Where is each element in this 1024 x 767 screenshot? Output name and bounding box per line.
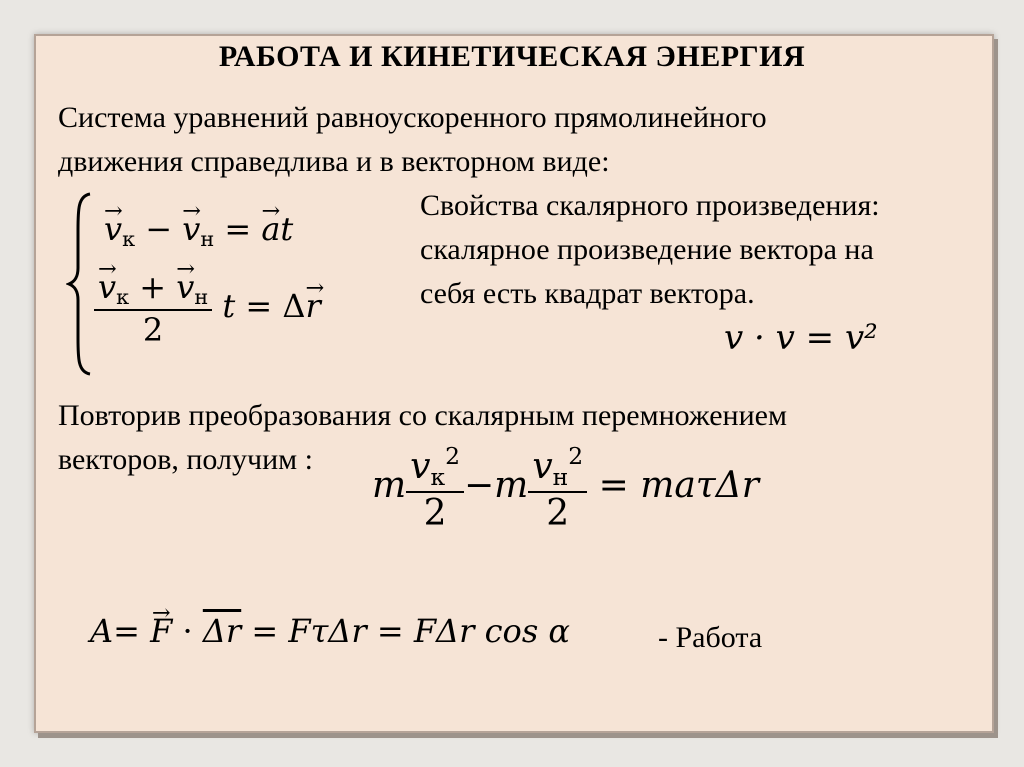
repeat-line-1: Повторив преобразования со скалярным перемножением [58,399,787,432]
work-formula: $A= \to F \cdot \overline{\Delta r} = F\tau\Delta r = F\Delta r$ cos α [90,612,570,650]
kinetic-fraction-final: $\frac{v_к^2}{2}$ [406,442,464,534]
intro-paragraph [58,96,767,184]
scalar-line-3: себя есть квадрат вектора. [420,277,755,310]
kinetic-energy-formula: m $\frac{v_к^2}{2}$ −m $\frac{v_н^2}{2}$ = maτΔr [372,442,759,535]
scalar-line-2: скалярное произведение вектора на [420,233,874,266]
kinetic-fraction-initial: $\frac{v_н^2}{2}$ [528,442,587,534]
scalar-square-formula: v · v = v² [724,318,878,358]
intro-line-2: движения справедлива и в векторном виде: [58,145,610,178]
system-brace-icon [66,190,94,378]
scalar-product-paragraph [420,184,880,316]
intro-line-1: Система уравнений равноускоренного прямолинейного [58,101,767,134]
slide-title: РАБОТА И КИНЕТИЧЕСКАЯ ЭНЕРГИЯ [218,40,806,73]
work-label: - Работа [658,621,763,654]
scalar-line-1: Свойства скалярного произведения: [420,189,880,222]
repeat-line-2: векторов, получим : [58,443,313,476]
displacement-fraction: → $\frac{v_к + \to v_н}{2}$ [94,268,212,349]
equation-velocity-difference: → $v_к$ − → $v_н$ = → at [104,210,293,251]
equation-displacement: → $\frac{v_к + \to v_н}{2}$ t = Δ→ r [94,268,321,349]
